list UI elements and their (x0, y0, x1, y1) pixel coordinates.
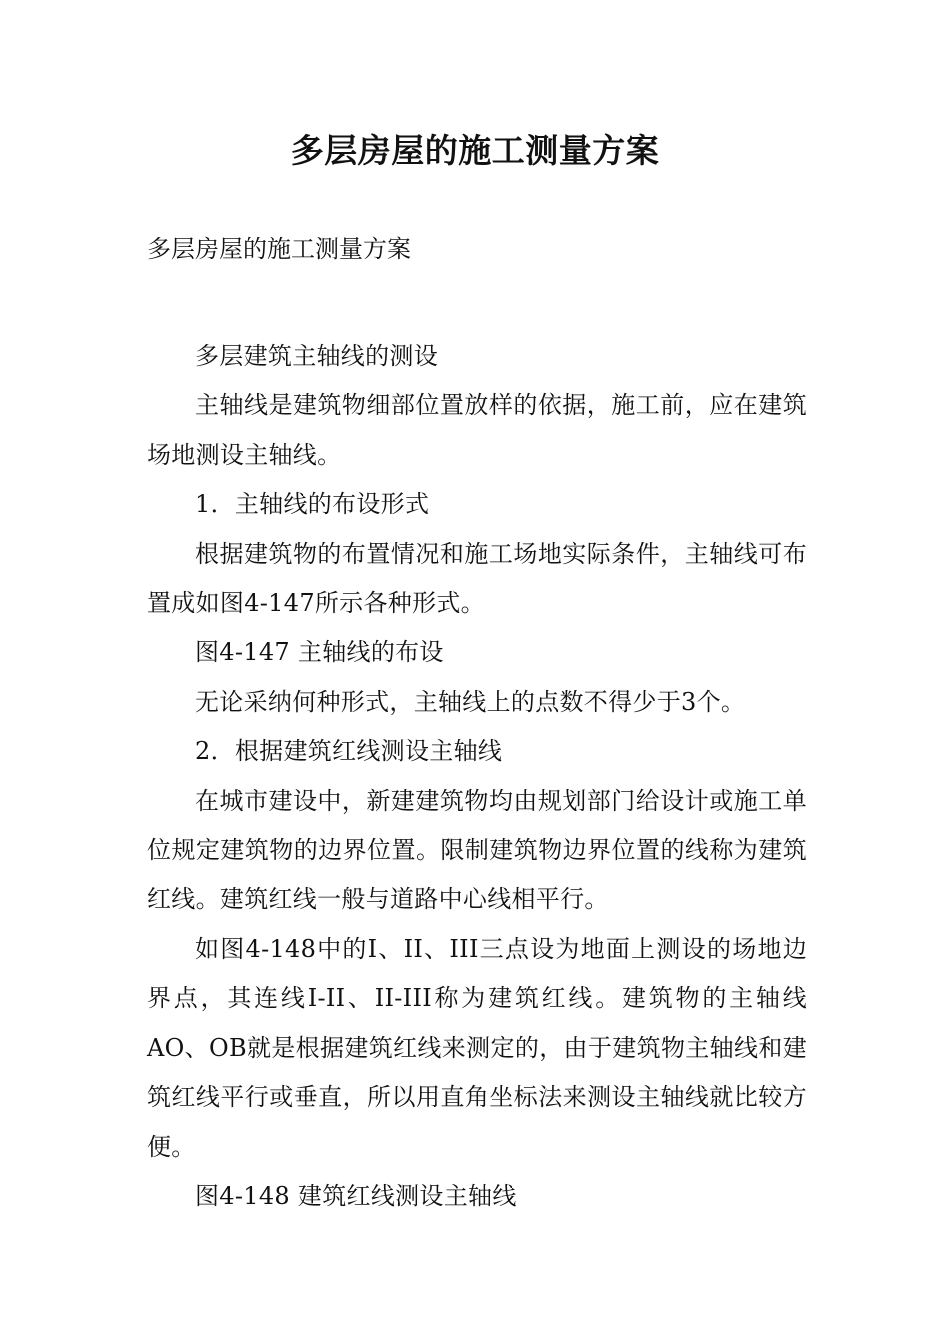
paragraph-red-line-definition: 在城市建设中，新建建筑物均由规划部门给设计或施工单位规定建筑物的边界位置。限制建筑物边界位置的线称为建筑红线。建筑红线一般与道路中心线相平行。 (147, 786, 807, 914)
document-body (147, 332, 807, 1221)
document-subtitle: 多层房屋的施工测量方案 (147, 235, 411, 263)
section-heading-red-line: 2．根据建筑红线测设主轴线 (195, 737, 503, 766)
paragraph-point-count: 无论采纳何种形式，主轴线上的点数不得少于3个。 (195, 687, 746, 716)
paragraph-red-line-example: 如图4-148中的I、II、III三点设为地面上测设的场地边界点，其连线I-II、II-III称为建筑红线。建筑物的主轴线AO、OB就是根据建筑红线来测定的，由于建筑物主轴线和建筑红线平行或垂直，所以用直角坐标法来测设主轴线就比较方便。 (147, 934, 807, 1161)
paragraph-main-axis-intro: 主轴线是建筑物细部位置放样的依据，施工前，应在建筑场地测设主轴线。 (147, 391, 807, 469)
section-heading-main-axis: 多层建筑主轴线的测设 (195, 342, 438, 370)
document-title: 多层房屋的施工测量方案 (290, 131, 660, 170)
figure-caption-4-147: 图4-147 主轴线的布设 (195, 638, 444, 667)
paragraph-layout-form: 根据建筑物的布置情况和施工场地实际条件，主轴线可布置成如图4-147所示各种形式。 (147, 539, 807, 618)
section-heading-layout-form: 1．主轴线的布设形式 (195, 490, 430, 519)
figure-caption-4-148: 图4-148 建筑红线测设主轴线 (195, 1181, 517, 1210)
